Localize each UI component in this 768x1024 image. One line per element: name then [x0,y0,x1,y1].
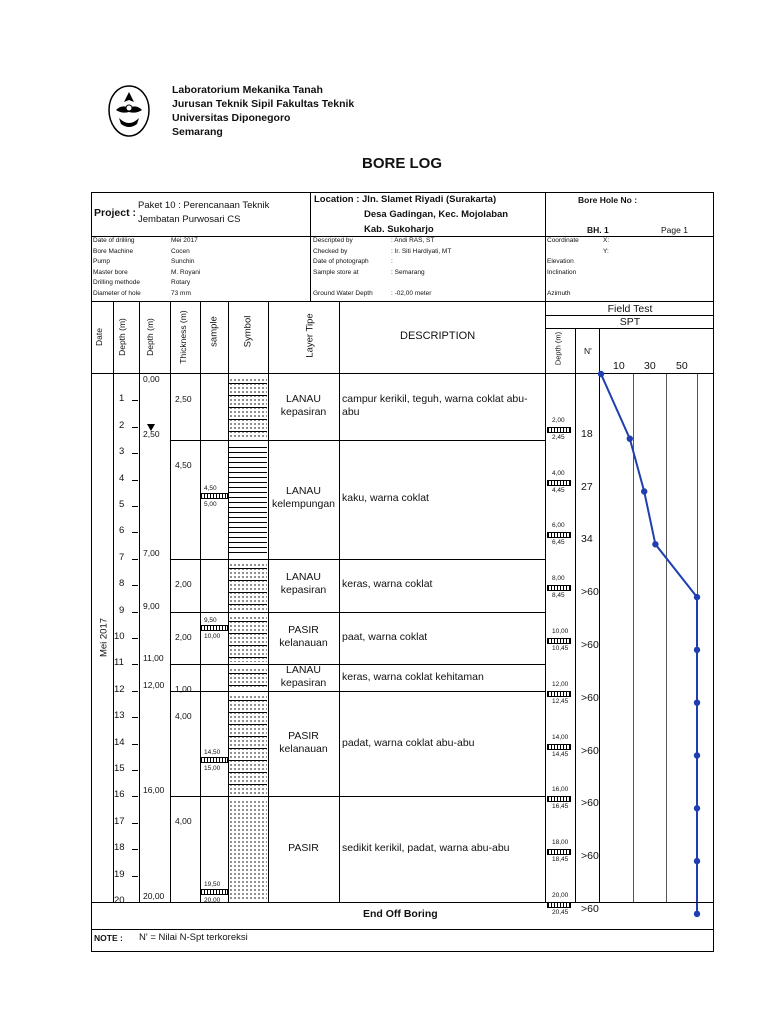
info-key: Date of drilling [93,237,135,244]
spt-n-value: 18 [581,427,593,440]
layer-boundary-depth: 2,50 [143,429,160,439]
spt-point [652,541,658,547]
note-text: N' = Nilai N-Spt terkoreksi [139,932,248,943]
location-line2: Desa Gadingan, Kec. Mojolaban [364,209,509,220]
depth-tick-label: 6 [119,525,125,537]
borehole-number: BH. 1 [587,225,609,235]
layer-thickness: 4,00 [175,816,192,827]
info-key: Descripted by [313,237,353,244]
spt-point [694,911,700,917]
info-value: Rotary [171,279,191,287]
depth-tick-label: 9 [119,604,125,616]
layer-subtype: kepasiran [280,406,327,418]
layer-description: sedikit kerikil, padat, warna abu-abu [342,842,510,855]
col-symbol: Symbol [242,315,254,348]
info-value: : Andi RAS, ST [391,237,435,244]
spt-bottom-depth: 2,45 [552,433,565,441]
spt-top-depth: 2,00 [552,416,565,424]
depth-tick-label: 8 [119,578,125,590]
university-name: Universitas Diponegoro [172,112,291,124]
city-name: Semarang [172,126,223,138]
depth-tick-label: 10 [114,631,125,642]
layer-type: LANAU [285,485,321,498]
spt-top-depth: 20,00 [552,892,569,899]
spt-top-depth: 4,00 [552,469,565,477]
depth-tick-label: 2 [119,419,125,431]
spt-top-depth: 6,00 [552,522,565,530]
layer-subtype: kelanauan [279,637,328,649]
spt-top-depth: 18,00 [552,839,569,847]
location-line3: Kab. Sukoharjo [364,224,434,235]
info-key: Pump [93,258,110,266]
spt-top-depth: 12,00 [552,680,569,688]
spt-bottom-depth: 10,45 [552,645,569,652]
layer-type: LANAU [285,571,321,584]
spt-bottom-depth: 20,45 [552,909,569,916]
info-key: Inclination [547,268,577,276]
info-key: Diameter of hole [93,290,141,297]
spt-scale-50: 50 [676,360,688,372]
layer-type: LANAU [285,393,321,405]
layer-description: kaku, warna coklat [342,492,429,505]
layer-subtype: kelempungan [271,498,336,511]
info-value: : Semarang [391,268,425,276]
depth-tick-label: 5 [119,499,125,510]
spt-n-value: >60 [581,744,599,757]
layer-boundary-depth: 9,00 [143,600,160,611]
col-description: DESCRIPTION [400,330,476,342]
field-test-label: Field Test [607,303,653,315]
department-name: Jurusan Teknik Sipil Fakultas Teknik [172,98,355,110]
info-value: : Ir. Siti Hardiyati, MT [391,247,452,255]
layer-thickness: 4,00 [175,710,192,721]
info-key: Master bore [93,268,128,276]
info-value: Sunchin [171,258,195,266]
location-line1: Location : Jln. Slamet Riyadi (Surakarta) [314,194,497,205]
col-depth: Depth (m) [145,318,155,356]
col-depth-ticks: Depth (m) [117,318,127,356]
info-key: Coordinate [547,237,579,244]
sample-top-depth: 9,50 [204,616,217,624]
spt-line [601,374,697,914]
note-label: NOTE : [94,933,123,943]
layer-type: PASIR [288,842,319,855]
spt-n-value: >60 [581,797,599,810]
depth-tick-label: 16 [114,789,125,801]
project-label: Project : [94,207,137,219]
layer-description: keras, warna coklat [342,578,433,591]
sample-bottom-depth: 20,00 [204,896,221,904]
info-value: X: [603,237,610,244]
depth-tick-label: 3 [119,446,125,458]
spt-n-value: >60 [581,586,599,599]
sample-top-depth: 19,50 [204,880,221,888]
spt-point [641,488,647,494]
layer-boundary-depth: 20,00 [143,891,165,901]
depth-tick-label: 14 [114,736,125,748]
depth-tick-label: 7 [119,551,125,563]
spt-n-value: >60 [581,639,599,651]
layer-thickness: 1,00 [175,684,192,695]
spt-point [694,805,700,811]
layer-subtype: kepasiran [280,584,327,597]
info-value: M. Royani [171,268,201,276]
sample-bottom-depth: 10,00 [204,632,221,640]
borehole-label: Bore Hole No : [578,195,638,205]
layer-boundary-depth: 0,00 [143,374,160,384]
layer-thickness: 2,00 [175,631,192,642]
info-key: Checked by [313,247,348,255]
spt-bottom-depth: 6,45 [552,539,565,547]
depth-tick-label: 20 [114,895,125,906]
spt-scale-30: 30 [644,360,656,372]
layer-description: keras, warna coklat kehitaman [342,670,484,683]
spt-point [694,752,700,758]
layer-description: padat, warna coklat abu-abu [342,736,475,749]
spt-scale-10: 10 [613,360,625,372]
spt-top-depth: 16,00 [552,786,569,794]
page-number: Page 1 [661,225,688,235]
spt-top-depth: 8,00 [552,575,565,583]
info-key: Date of photograph [313,258,369,266]
info-key: Azimuth [547,290,571,297]
info-value: : [391,258,393,266]
info-key: Drilling methode [93,279,140,287]
layer-description: paat, warna coklat [342,631,428,643]
layer-boundary-depth: 11,00 [143,653,164,664]
layer-subtype: kepasiran [280,676,327,689]
page-title: BORE LOG [362,155,443,172]
info-value: Y: [603,247,609,255]
sample-top-depth: 14,50 [204,748,221,756]
spt-point [694,699,700,705]
info-value: 73 mm [171,290,191,297]
spt-point [598,371,604,377]
end-of-boring-label: End Off Boring [363,908,438,920]
col-sample: sample [208,316,220,347]
depth-tick-label: 4 [119,472,125,484]
info-value: Cocen [171,247,190,255]
spt-top-depth: 10,00 [552,628,569,635]
layer-type: PASIR [288,624,319,636]
spt-bottom-depth: 8,45 [552,592,565,600]
spt-n-value: 34 [581,533,593,546]
info-key: Ground Water Depth [313,290,373,297]
spt-top-depth: 14,00 [552,733,569,741]
info-value: Mei 2017 [171,237,198,244]
spt-point [694,594,700,600]
layer-subtype: kelanauan [279,742,328,755]
project-name-line2: Jembatan Purwosari CS [138,214,241,225]
depth-tick-label: 12 [114,683,125,695]
col-n-value: N' [584,346,592,356]
layer-boundary-depth: 12,00 [143,679,165,690]
info-key: Elevation [547,258,574,266]
spt-n-value: >60 [581,903,599,915]
depth-tick-label: 13 [114,710,125,722]
spt-point [694,647,700,653]
depth-tick-label: 18 [114,842,125,854]
info-key: Bore Machine [93,247,134,255]
info-key: Sample store at [313,268,359,276]
layer-description-cont: abu [342,406,360,418]
layer-description: campur kerikil, teguh, warna coklat abu- [342,393,528,405]
layer-type: PASIR [288,729,319,742]
sample-bottom-depth: 5,00 [204,500,217,508]
layer-type: LANAU [285,663,321,676]
depth-tick-label: 11 [114,657,124,669]
layer-boundary-depth: 16,00 [143,785,165,796]
depth-tick-label: 1 [119,393,125,405]
lab-name: Laboratorium Mekanika Tanah [172,84,323,96]
depth-tick-label: 19 [114,868,125,880]
spt-bottom-depth: 18,45 [552,856,569,864]
layer-boundary-depth: 7,00 [143,547,160,558]
layer-thickness: 4,50 [175,460,192,470]
spt-bottom-depth: 4,45 [552,486,565,494]
spt-bottom-depth: 16,45 [552,803,569,811]
date-value: Mei 2017 [98,617,110,658]
spt-label: SPT [619,316,641,328]
spt-point [694,858,700,864]
info-value: : -02,00 meter [391,290,432,297]
spt-n-value: 27 [581,480,593,493]
layer-thickness: 2,00 [175,578,192,589]
sample-bottom-depth: 15,00 [204,764,221,772]
sample-top-depth: 4,50 [204,484,217,492]
spt-n-value: >60 [581,850,599,863]
spt-n-value: >60 [581,691,599,704]
depth-tick-label: 15 [114,763,125,774]
depth-tick-label: 17 [114,815,125,827]
col-spt-depth: Depth (m) [553,331,563,366]
project-name-line1: Paket 10 : Perencanaan Teknik [138,200,270,211]
spt-bottom-depth: 12,45 [552,697,569,705]
col-layer-type: Layer Tipe [304,313,316,358]
col-date: Date [94,328,104,346]
spt-bottom-depth: 14,45 [552,750,569,758]
spt-point [627,435,633,441]
col-thickness: Thickness (m) [178,310,188,364]
layer-thickness: 2,50 [175,394,192,404]
